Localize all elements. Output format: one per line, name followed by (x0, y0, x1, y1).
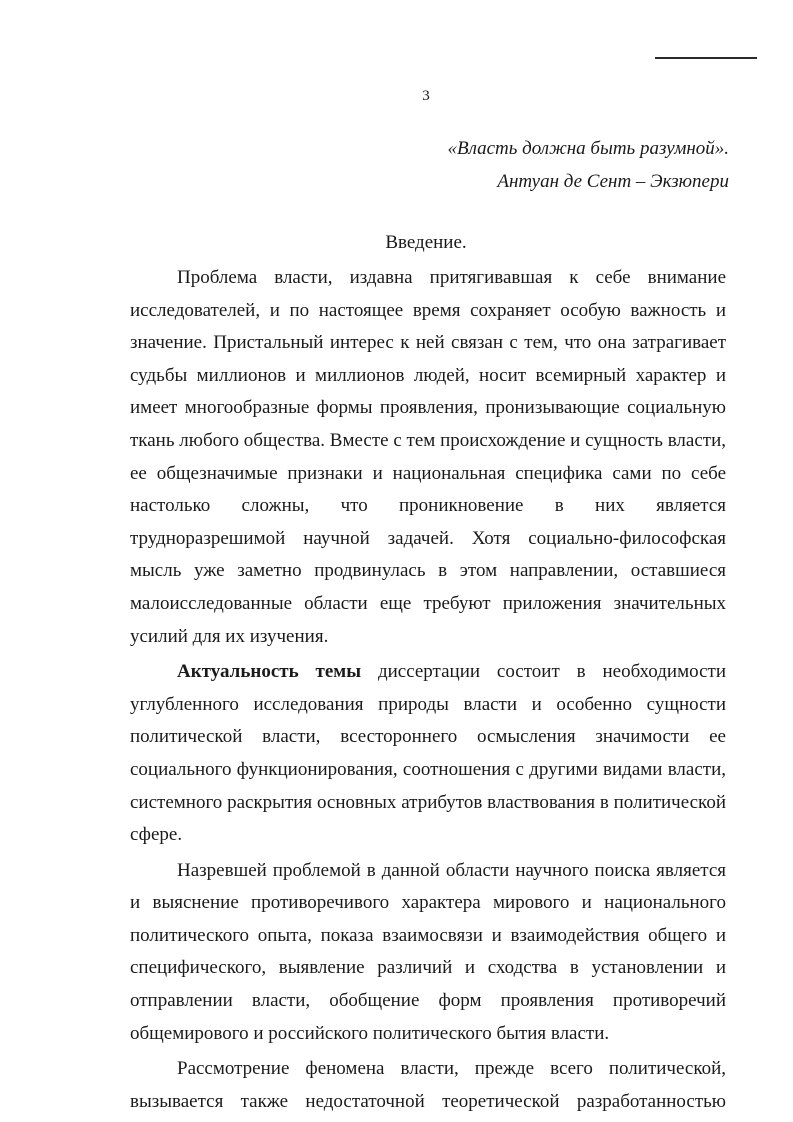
paragraph-2-text: диссертации состоит в необходимости углубленного исследования природы власти и особенно сущности политической власти, всестороннего осмысления значимости ее социального функционирования, соотношения с другими видами власти, системного раскрытия основных атрибутов властвования в политической сфере. (130, 661, 726, 846)
body-text (130, 262, 726, 1118)
paragraph-2-lead: Актуальность темы (177, 661, 362, 683)
paragraph-4-text: Рассмотрение феномена власти, прежде всего политической, вызывается также недостаточной теоретической разработанностью (130, 1058, 726, 1112)
paragraph-2 (130, 656, 726, 852)
paragraph-3 (130, 855, 726, 1051)
section-heading: Введение. (385, 232, 467, 253)
epigraph (447, 132, 729, 198)
epigraph-author: Антуан де Сент – Экзюпери (497, 171, 729, 192)
epigraph-quote: «Власть должна быть разумной». (447, 138, 729, 159)
paragraph-1-text: Проблема власти, издавна притягивавшая к себе внимание исследователей, и по настоящее время сохраняет особую важность и значение. Пристальный интерес к ней связан с тем, что она затрагивает судьбы миллионов и миллионов людей, носит всемирный характер и имеет многообразные формы проявления, пронизывающие социальную ткань любого общества. Вместе с тем происхождение и сущность власти, ее общезначимые признаки и национальная специфика сами по себе настолько сложны, что проникновение в них является трудноразрешимой научной задачей. Хотя социально-философская мысль уже заметно продвинулась в этом направлении, оставшиеся малоисследованные области еще требуют приложения значительных усилий для их изучения. (130, 267, 726, 647)
paragraph-1 (130, 262, 726, 653)
scan-mark (655, 57, 757, 59)
paragraph-3-text: Назревшей проблемой в данной области научного поиска является и выяснение противоречивого характера мирового и национального политического опыта, показа взаимосвязи и взаимодействия общего и специфического, выявление различий и сходства в установлении и отправлении власти, обобщение форм проявления противоречий общемирового и российского политического бытия власти. (130, 859, 726, 1044)
page-number: 3 (422, 88, 430, 104)
paragraph-4 (130, 1053, 726, 1118)
